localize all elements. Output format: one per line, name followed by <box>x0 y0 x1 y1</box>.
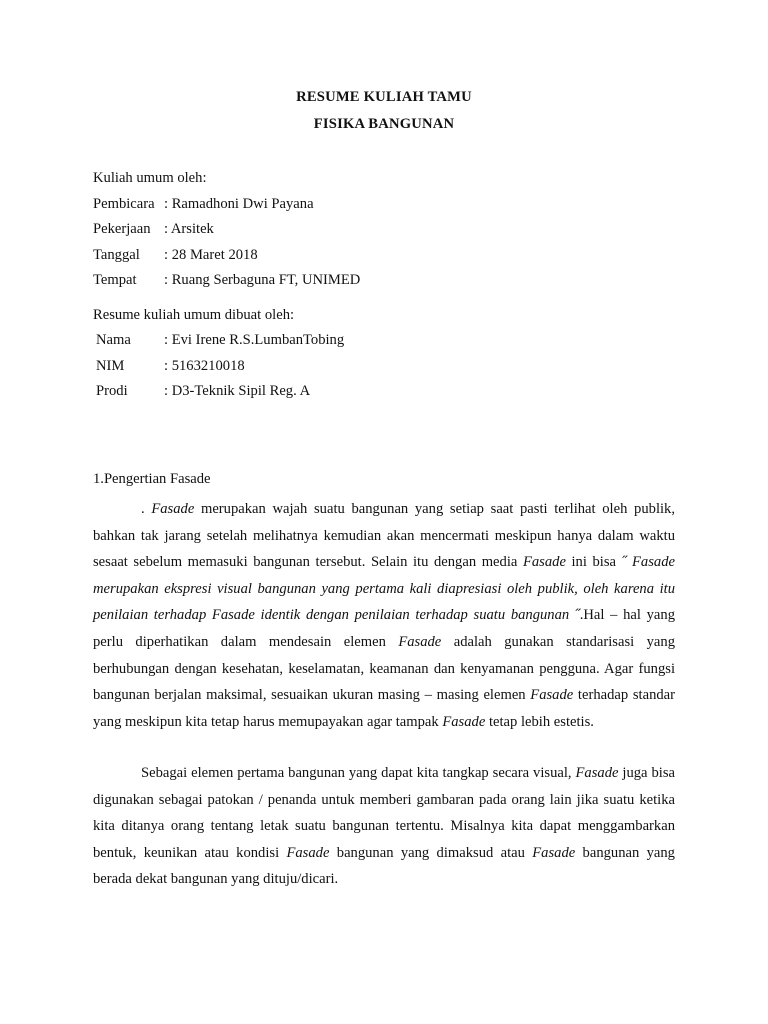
name-label: Nama <box>96 332 131 348</box>
section-heading: 1.Pengertian Fasade <box>93 471 211 487</box>
text-run-italic: Fasade <box>522 554 566 571</box>
text-run: adalah gunakan standarisasi yang berhubungan dengan kesehatan, keselamatan, keamanan dan kenyamanan pengguna. Agar fungsi bangunan berjalan maksimal, sesuaikan ukuran masing – masing elemen <box>93 633 675 704</box>
text-run: ini bisa <box>565 554 622 571</box>
speaker-value: : Ramadhoni Dwi Payana <box>164 196 314 212</box>
text-run: Sebagai elemen pertama bangunan yang dapat kita tangkap secara visual, <box>141 765 576 781</box>
text-run-italic: Fasade <box>532 844 576 861</box>
date-label: Tanggal <box>93 247 140 263</box>
occupation-label: Pekerjaan <box>93 221 151 237</box>
text-run: juga bisa digunakan sebagai patokan / penanda untuk memberi gambaran pada orang lain jika suatu ketika kita ditanya orang tentang letak suatu bangunan tertentu. Misalnya kita dapat menggambarkan bentuk, keunikan atau kondisi <box>93 765 675 861</box>
paragraph-2 <box>93 760 675 893</box>
text-run-italic: Fasade <box>151 501 195 517</box>
date-value: : 28 Maret 2018 <box>164 247 258 263</box>
text-run: .Hal – hal yang perlu diperhatikan dalam mendesain elemen <box>93 607 675 650</box>
text-run: tetap lebih estetis. <box>485 713 594 730</box>
speaker-label: Pembicara <box>93 196 155 212</box>
document-subtitle: FISIKA BANGUNAN <box>313 116 455 132</box>
name-value: : Evi Irene R.S.LumbanTobing <box>164 332 345 348</box>
document-title: RESUME KULIAH TAMU <box>296 89 472 105</box>
nim-label: NIM <box>96 358 125 374</box>
text-run-italic: ˝ Fasade merupakan ekspresi visual bangunan yang pertama kali diapresiasi oleh publik, oleh karena itu penilaian terhadap Fasade identik dengan penilaian terhadap suatu bangunan ˝ <box>93 554 675 624</box>
paragraph-1 <box>93 496 675 735</box>
occupation-value: : Arsitek <box>164 221 214 237</box>
text-run: . <box>141 501 152 517</box>
text-run: merupakan wajah suatu bangunan yang setiap saat pasti terlihat oleh publik, bahkan tak jarang setelah melihatnya kemudian akan mencermati meskipun hanya dalam waktu sesaat sebelum memasuki bangunan tersebut. Selain itu dengan media <box>93 501 675 571</box>
text-run-italic: Fasade <box>398 633 442 650</box>
prodi-value: : D3-Teknik Sipil Reg. A <box>164 383 311 399</box>
nim-value: : 5163210018 <box>164 358 245 374</box>
text-run-italic: Fasade <box>442 713 486 730</box>
text-run-italic: Fasade <box>530 687 574 704</box>
text-run-italic: Fasade <box>575 765 619 781</box>
prodi-label: Prodi <box>96 383 128 399</box>
text-run: terhadap standar yang meskipun kita tetap harus memupayakan agar tampak <box>93 687 675 730</box>
resume-intro: Resume kuliah umum dibuat oleh: <box>93 307 295 323</box>
text-run: bangunan yang berada dekat bangunan yang dituju/dicari. <box>93 844 675 887</box>
place-value: : Ruang Serbaguna FT, UNIMED <box>164 272 361 288</box>
place-label: Tempat <box>93 272 137 288</box>
text-run: bangunan yang dimaksud atau <box>329 844 533 861</box>
lecture-intro: Kuliah umum oleh: <box>93 170 207 186</box>
text-run-italic: Fasade <box>286 844 330 861</box>
